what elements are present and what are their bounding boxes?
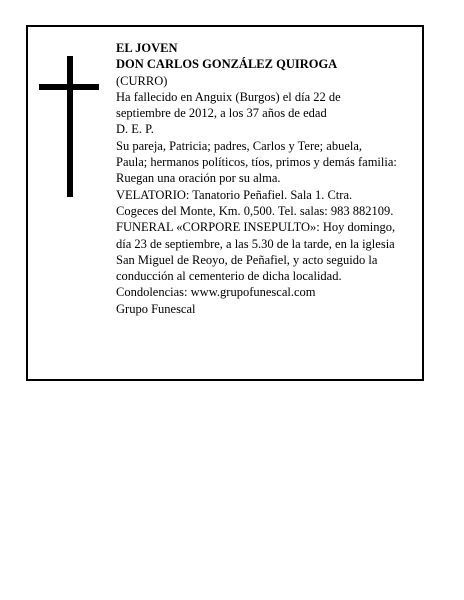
obituary-notice (26, 25, 424, 381)
obituary-text (116, 40, 422, 317)
text-line: (CURRO) (116, 73, 168, 88)
text-line: día 23 de septiembre, a las 5.30 de la tarde, en la iglesia (116, 236, 395, 251)
text-line: Ha fallecido en Anguix (Burgos) el día 22 de (116, 89, 341, 104)
text-line: FUNERAL «CORPORE INSEPULTO»: Hoy domingo, (116, 220, 396, 235)
cross-horizontal-bar (39, 84, 99, 90)
text-line: D. E. P. (116, 122, 154, 137)
text-line: Grupo Funescal (116, 301, 196, 316)
text-line: VELATORIO: Tanatorio Peñafiel. Sala 1. Ctra. (116, 187, 353, 202)
text-line: conducción al cementerio de dicha localidad. (116, 269, 342, 284)
text-line: Su pareja, Patricia; padres, Carlos y Tere; abuela, (116, 138, 363, 153)
text-line: Cogeces del Monte, Km. 0,500. Tel. salas: 983 882109. (116, 203, 394, 218)
heading-line: EL JOVEN (116, 41, 178, 55)
text-line: Condolencias: www.grupofunescal.com (116, 285, 316, 300)
text-line: San Miguel de Reoyo, de Peñafiel, y acto seguido la (116, 252, 378, 267)
text-line: septiembre de 2012, a los 37 años de edad (116, 106, 327, 121)
text-line: Ruegan una oración por su alma. (116, 171, 281, 186)
heading-line: DON CARLOS GONZÁLEZ QUIROGA (116, 57, 338, 72)
cross-vertical-bar (67, 56, 73, 197)
text-line: Paula; hermanos políticos, tíos, primos y demás familia: (116, 155, 397, 170)
